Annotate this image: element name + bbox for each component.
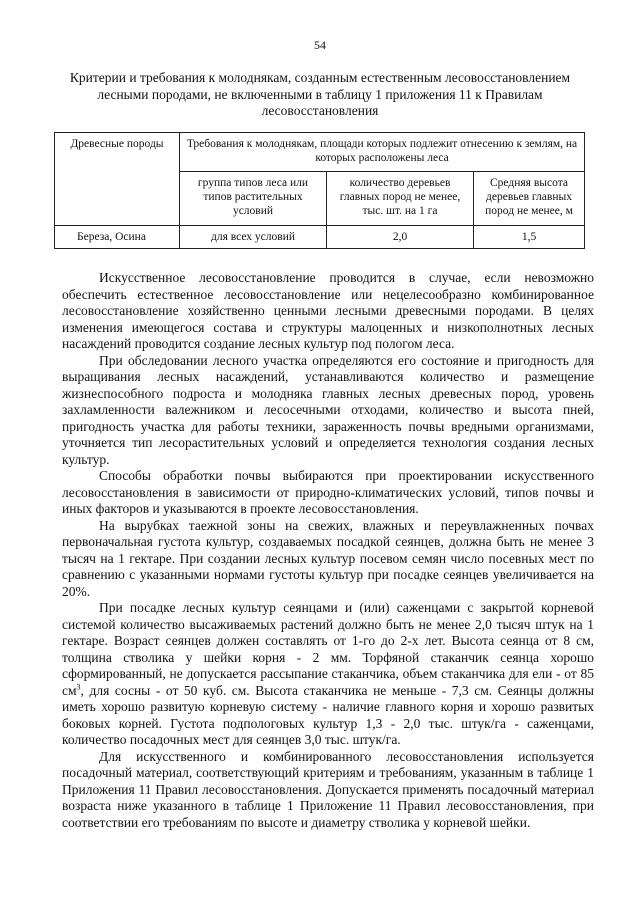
cell-species: Береза, Осина bbox=[55, 226, 180, 249]
table-header-row bbox=[55, 133, 585, 172]
subheader-forest-type: группа типов леса или типов растительных условий bbox=[180, 172, 327, 226]
paragraph: Для искусственного и комбинированного лесовосстановления используется посадочный материал, соответствующий критериям и требованиям, указанным в таблице 1 Приложения 11 Правил лесовосстановления. Допускается применять посадочный материал возраста ниже указанного в таблице 1 Приложение 11 Правил лесовосстановления, при соответствии его требованиям по высоте и диаметру стволика у корневой шейки. bbox=[62, 748, 594, 830]
header-species: Древесные породы bbox=[55, 133, 180, 226]
paragraph-with-superscript bbox=[62, 600, 594, 749]
cell-condition: для всех условий bbox=[180, 226, 327, 249]
cell-count: 2,0 bbox=[327, 226, 474, 249]
paragraph: На вырубках таежной зоны на свежих, влажных и переувлажненных почвах первоначальная густота культур, создаваемых посадкой сеянцев, должна быть не менее 3 тысяч на 1 гектаре. При создании лесных культур посевом семян число посевных мест по сравнению с указанными нормами густоты культур при посадке сеянцев увеличивается на 20%. bbox=[62, 517, 594, 599]
header-requirements: Требования к молоднякам, площади которых подлежит отнесению к землям, на которых расположены леса bbox=[180, 133, 585, 172]
subheader-tree-count: количество деревьев главных пород не менее, тыс. шт. на 1 га bbox=[327, 172, 474, 226]
cell-height: 1,5 bbox=[474, 226, 585, 249]
paragraph: При обследовании лесного участка определяются его состояние и пригодность для выращивания лесных насаждений, устанавливаются количество и размещение жизнеспособного подроста и молодняка главных лесных древесных пород, уровень захламленности валежником и лесосечными отходами, количество и высота пней, пригодность участка для работы техники, зараженность почвы вредными организмами, уточняется тип лесорастительных условий и определяется технология создания лесных культур. bbox=[62, 352, 594, 467]
paragraph-text: , для сосны - от 50 куб. см. Высота стаканчика не меньше - 7,3 см. Сеянцы должны иметь хорошо развитую корневую систему - наличие главного корня и хорошо развитых боковых корней. Густота подпологовых культур 1,3 - 2,0 тыс. штук/га - саженцами, количество посадочных мест для сеянцев 3,0 тыс. штук/га. bbox=[62, 682, 594, 747]
page-number: 54 bbox=[314, 38, 326, 52]
paragraph: Искусственное лесовосстановление проводится в случае, если невозможно обеспечить естественное лесовосстановление или нецелесообразно комбинированное лесовосстановление хозяйственно ценными лесными древесными породами. В целях изменения имеющегося состава и структуры малоценных и низкополнотных лесных насаждений проводится создание лесных культур под пологом леса. bbox=[62, 270, 594, 351]
requirements-table bbox=[54, 132, 585, 249]
document-title: Критерии и требования к молоднякам, созданным естественным лесовосстановлением лесными породами, не включенными в таблицу 1 приложения 11 к Правилам лесовосстановления bbox=[69, 70, 571, 118]
body-text bbox=[62, 270, 594, 831]
subheader-average-height: Средняя высота деревьев главных пород не менее, м bbox=[474, 172, 585, 226]
table-row bbox=[55, 226, 585, 249]
paragraph-text: При посадке лесных культур сеянцами и (или) саженцами с закрытой корневой системой количество высаживаемых растений должно быть не менее 2,0 тысяч штук на 1 гектаре. Возраст сеянцев должен составлять от 1-го до 2-х лет. Высота сеянца от 8 см, толщина стволика у шейки корня - 2 мм. Торфяной стаканчик сеянца хорошо сформированный, не допускается рассыпание стаканчика, объем стаканчика для ели - от 85 см bbox=[62, 600, 594, 698]
superscript: 3 bbox=[76, 682, 81, 691]
paragraph: Способы обработки почвы выбираются при проектировании искусственного лесовосстановления в зависимости от природно-климатических условий, типов почвы и иных факторов и указываются в проекте лесовосстановления. bbox=[62, 468, 594, 516]
